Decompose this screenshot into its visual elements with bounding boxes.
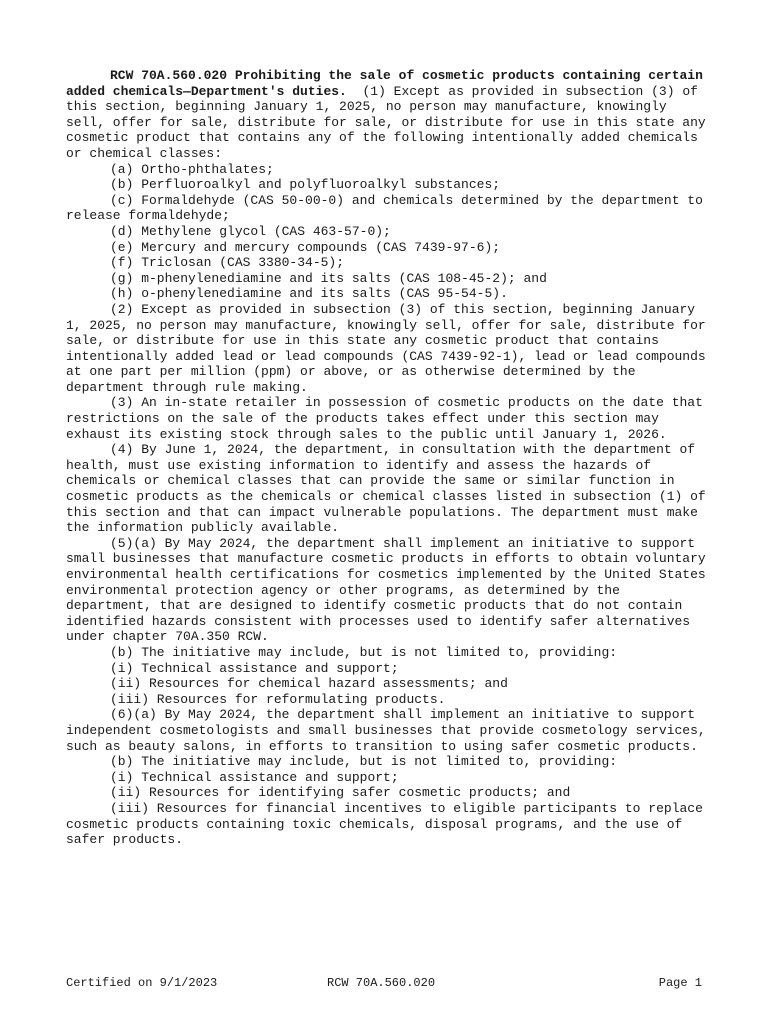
paragraph-3: (3) An in-state retailer in possession of cosmetic products on the date that restrictions on the sale of the products takes effect under this section may exhaust its existing stock through sales to the public until January 1, 2026. [66,395,703,442]
paragraph-5b: (b) The initiative may include, but is not limited to, providing: [110,644,618,660]
paragraph-5b-i: (i) Technical assistance and support; [110,660,399,676]
intro-paragraph [66,68,706,162]
paragraph-1e: (e) Mercury and mercury compounds (CAS 7439-97-6); [110,239,501,255]
paragraph-6b-i: (i) Technical assistance and support; [110,769,399,785]
paragraph-4: (4) By June 1, 2024, the department, in consultation with the department of health, must use existing information to identify and assess the hazards of chemicals or chemical classes that can provide the same or similar function in cosmetic products as the chemicals or chemical classes listed in subsection (1) of this section and that can impact vulnerable populations. The department must make the information publicly available. [66,442,706,536]
paragraph-6b-ii: (ii) Resources for identifying safer cosmetic products; and [110,785,571,801]
paragraph-6b-iii: (iii) Resources for financial incentives to eligible participants to replace cosmetic products containing toxic chemicals, disposal programs, and the use of safer products. [66,800,703,848]
certified-date: Certified on 9/1/2023 [66,976,218,990]
paragraph-6b: (b) The initiative may include, but is not limited to, providing: [110,754,618,770]
page-number: Page 1 [658,976,702,990]
paragraph-1c: (c) Formaldehyde (CAS 50-00-0) and chemicals determined by the department to release formaldehyde; [66,192,703,224]
paragraph-1g: (g) m-phenylenediamine and its salts (CAS 108-45-2); and [110,270,547,286]
paragraph-5b-iii: (iii) Resources for reformulating products. [110,691,446,707]
paragraph-1h: (h) o-phenylenediamine and its salts (CAS 95-54-5). [110,286,508,302]
paragraph-6a: (6)(a) By May 2024, the department shall implement an initiative to support independent cosmetologists and small businesses that provide cosmetology services, such as beauty salons, in efforts to transition to using safer cosmetic products. [66,707,706,754]
paragraph-1f: (f) Triclosan (CAS 3380-34-5); [110,255,345,271]
paragraph-5b-ii: (ii) Resources for chemical hazard assessments; and [110,676,508,692]
statute-text [66,68,706,848]
paragraph-1d: (d) Methylene glycol (CAS 463-57-0); [110,223,391,239]
paragraph-2: (2) Except as provided in subsection (3) of this section, beginning January 1, 2025, no person may manufacture, knowingly sell, offer for sale, distribute for sale, or distribute for use in this state any cosmetic product that contains intentionally added lead or lead compounds (CAS 7439-92-1), lead or lead compounds at one part per million (ppm) or above, or as otherwise determined by the department through rule making. [66,301,706,395]
paragraph-5a: (5)(a) By May 2024, the department shall implement an initiative to support small businesses that manufacture cosmetic products in efforts to obtain voluntary environmental health certifications for cosmetics implemented by the United States environmental protection agency or other programs, as determined by the department, that are designed to identify cosmetic products that do not contain identified hazards consistent with processes used to identify safer alternatives under chapter 70A.350 RCW. [66,535,706,645]
paragraph-1b: (b) Perfluoroalkyl and polyfluoroalkyl substances; [110,177,501,193]
section-heading: RCW 70A.560.020 Prohibiting the sale of cosmetic products containing certain added chemicals—Department's duties. [66,68,703,99]
subsection-1-text: (1) Except as provided in subsection (3) of this section, beginning January 1, 2025, no person may manufacture, knowingly sell, offer for sale, distribute for sale, or distribute for use in this state any cosmetic product that contains any of the following intentionally added chemicals or chemical classes: [66,83,706,161]
paragraph-1a: (a) Ortho-phthalates; [110,161,274,177]
footer-citation: RCW 70A.560.020 [327,976,436,990]
